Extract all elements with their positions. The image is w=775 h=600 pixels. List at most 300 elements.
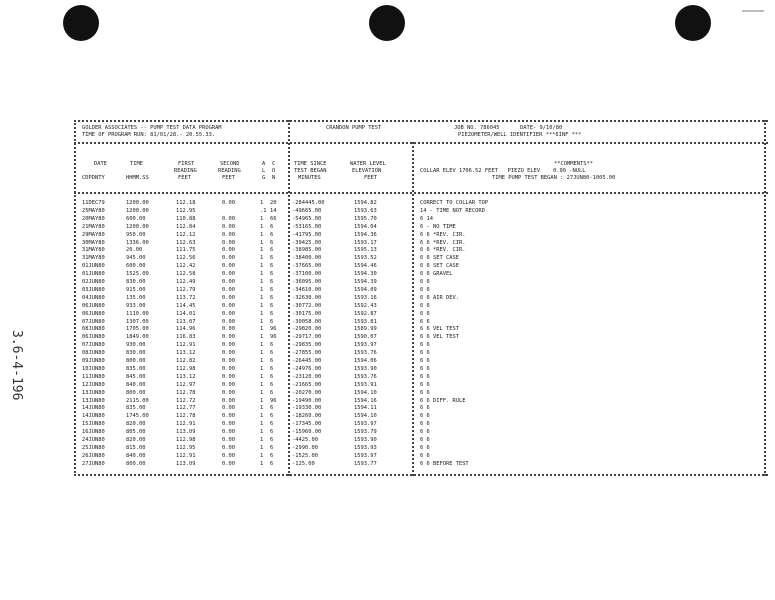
comment-cell: 6 6 <box>420 286 430 293</box>
comment-cell: 6 6 *REV. CIR. <box>420 239 466 246</box>
first-reading-cell: 112.79 <box>176 286 196 293</box>
a-cell: 1 <box>260 310 264 317</box>
table-row <box>74 319 768 327</box>
elevation-cell: 1593.97 <box>354 342 377 349</box>
first-reading-cell: 112.97 <box>176 381 196 388</box>
time-cell: 600.00 <box>126 215 146 222</box>
date-cell: 12JUN80 <box>82 381 105 388</box>
punch-hole-left <box>63 5 99 41</box>
time-cell: 1200.00 <box>126 223 149 230</box>
date-cell: 16JUN80 <box>82 429 105 436</box>
a-cell: 1 <box>260 334 264 341</box>
header-job-no: JOB NO. 786045 <box>454 125 500 131</box>
table-row <box>74 358 768 366</box>
date-cell: 30MAY80 <box>82 239 105 246</box>
time-cell: 1200.00 <box>126 200 149 206</box>
time-since-cell: -17345.00 <box>292 421 322 428</box>
rule-top <box>74 120 768 122</box>
second-reading-cell: 0.00 <box>222 231 235 238</box>
header-piezo-id: PIEZOMETER/WELL IDENTIFIER ***6INF *** <box>458 132 582 138</box>
elevation-cell: 1595.13 <box>354 247 377 254</box>
date-cell: 21MAY80 <box>82 223 105 230</box>
time-cell: 840.00 <box>126 452 146 459</box>
elevation-cell: 1590.07 <box>354 334 377 341</box>
elevation-cell: 1593.81 <box>354 318 377 325</box>
time-since-cell: -23120.00 <box>292 373 322 380</box>
a-cell: 1 <box>260 421 264 428</box>
date-cell: 04JUN80 <box>82 294 105 301</box>
date-cell: 10JUN80 <box>82 365 105 372</box>
date-cell: 20MAY80 <box>82 215 105 222</box>
comment-cell: 6 14 <box>420 215 433 222</box>
table-row <box>74 405 768 413</box>
date-cell: 14JUN80 <box>82 405 105 412</box>
elevation-cell: 1594.16 <box>354 397 377 404</box>
a-cell: 1 <box>260 460 264 467</box>
table-row <box>74 461 768 469</box>
time-cell: 600.00 <box>126 263 146 270</box>
time-since-cell: -125.00 <box>292 460 315 467</box>
time-cell: 830.00 <box>126 350 146 357</box>
header-test-name: CRANDON PUMP TEST <box>326 125 382 131</box>
table-row <box>74 287 768 295</box>
time-since-cell: -15960.00 <box>292 429 322 436</box>
comments-title: **COMMENTS** <box>554 161 593 167</box>
a-cell: 1 <box>260 302 264 309</box>
comment-cell: 6 6 <box>420 421 430 428</box>
rule-bottom <box>74 474 768 476</box>
comment-cell: 6 - NO TIME <box>420 223 456 230</box>
col-a-h2: L <box>262 168 266 174</box>
c-cell: 96 <box>270 334 277 341</box>
col-a-h1: A <box>262 161 266 167</box>
table-row <box>74 311 768 319</box>
a-cell: 1 <box>260 263 264 270</box>
header-run-time: TIME OF PROGRAM RUN: 81/01/28.- 20.55.33. <box>82 132 216 138</box>
time-since-cell: -284445.00 <box>292 200 325 206</box>
col-date-h1: DATE <box>94 161 107 167</box>
elevation-cell: 1594.06 <box>354 358 377 364</box>
table-row <box>74 429 768 437</box>
second-reading-cell: 0.00 <box>222 263 235 270</box>
elevation-cell: 1594.09 <box>354 286 377 293</box>
c-cell: 6 <box>270 310 274 317</box>
punch-hole-right <box>675 5 711 41</box>
comment-cell: 6 6 <box>420 437 430 443</box>
first-reading-cell: 112.84 <box>176 223 196 230</box>
col-elev-h3: FEET <box>364 175 377 181</box>
time-since-cell: -19490.00 <box>292 397 322 404</box>
table-row <box>74 232 768 240</box>
c-cell: 6 <box>270 223 274 230</box>
elevation-cell: 1593.97 <box>354 421 377 428</box>
time-since-cell: -21665.00 <box>292 381 322 388</box>
time-since-cell: -34610.00 <box>292 286 322 293</box>
page-side-label: 3.6-4-196 <box>9 330 24 401</box>
elevation-cell: 1593.17 <box>354 239 377 246</box>
table-row <box>74 200 768 208</box>
elevation-cell: 1594.46 <box>354 263 377 270</box>
a-cell: 1 <box>260 247 264 254</box>
elevation-cell: 1593.52 <box>354 255 377 262</box>
table-row <box>74 208 768 216</box>
second-reading-cell: 0.00 <box>222 326 235 333</box>
elevation-cell: 1593.79 <box>354 429 377 436</box>
c-cell: 6 <box>270 444 274 451</box>
c-cell: 6 <box>270 460 274 467</box>
time-since-cell: -39425.00 <box>292 239 322 246</box>
comment-cell: 6 6 <box>420 381 430 388</box>
c-cell: 6 <box>270 239 274 246</box>
second-reading-cell: 0.00 <box>222 460 235 467</box>
first-reading-cell: 112.91 <box>176 342 196 349</box>
comment-cell: 6 6 <box>420 389 430 396</box>
second-reading-cell: 0.00 <box>222 413 235 420</box>
time-since-cell: -36095.00 <box>292 279 322 285</box>
first-reading-cell: 112.63 <box>176 239 196 246</box>
col-a-h3: G <box>262 175 266 181</box>
time-since-cell: -37100.00 <box>292 271 322 278</box>
first-reading-cell: 112.95 <box>176 444 196 451</box>
first-reading-cell: 112.91 <box>176 452 196 459</box>
time-cell: 915.00 <box>126 286 146 293</box>
time-since-cell: -38400.00 <box>292 255 322 262</box>
table-row <box>74 326 768 334</box>
time-since-cell: -1525.00 <box>292 452 318 459</box>
elevation-cell: 1594.10 <box>354 389 377 396</box>
time-cell: 835.00 <box>126 405 146 412</box>
date-cell: 08JUN80 <box>82 350 105 357</box>
table-row <box>74 398 768 406</box>
rule-columns-bottom <box>74 192 768 194</box>
time-since-cell: -18260.00 <box>292 413 322 420</box>
time-since-cell: -29820.00 <box>292 326 322 333</box>
time-cell: 135.00 <box>126 294 146 301</box>
a-cell: 1 <box>260 397 264 404</box>
col-since-h1: TIME SINCE <box>294 161 327 167</box>
table-row <box>74 445 768 453</box>
date-cell: 02JUN80 <box>82 279 105 285</box>
time-since-cell: -20270.00 <box>292 389 322 396</box>
a-cell: 1 <box>260 405 264 412</box>
col-c-h1: C <box>272 161 276 167</box>
time-cell: 800.00 <box>126 389 146 396</box>
a-cell: 1 <box>260 279 264 285</box>
a-cell: 1 <box>260 223 264 230</box>
time-since-cell: -27855.00 <box>292 350 322 357</box>
time-since-cell: -26445.00 <box>292 358 322 364</box>
comment-cell: 6 6 <box>420 279 430 285</box>
date-cell: 15JUN80 <box>82 421 105 428</box>
a-cell: 1 <box>260 231 264 238</box>
date-cell: 08JUN80 <box>82 326 105 333</box>
comment-cell: 6 6 <box>420 302 430 309</box>
a-cell: 1 <box>260 429 264 436</box>
second-reading-cell: 0.00 <box>222 421 235 428</box>
date-cell: 01JUN80 <box>82 271 105 278</box>
a-cell: 1 <box>260 452 264 459</box>
table-row <box>74 255 768 263</box>
time-cell: 820.00 <box>126 421 146 428</box>
table-row <box>74 390 768 398</box>
second-reading-cell: 0.00 <box>222 302 235 309</box>
time-cell: 1336.00 <box>126 239 149 246</box>
date-cell: 25JUN80 <box>82 444 105 451</box>
table-row <box>74 437 768 445</box>
second-reading-cell: 0.00 <box>222 239 235 246</box>
first-reading-cell: 112.72 <box>176 397 196 404</box>
c-cell: 6 <box>270 263 274 270</box>
second-reading-cell: 0.00 <box>222 452 235 459</box>
time-since-cell: -29717.00 <box>292 334 322 341</box>
col-c-h2: O <box>272 168 276 174</box>
time-since-cell: -30058.00 <box>292 318 322 325</box>
date-cell: 06JUN80 <box>82 302 105 309</box>
comment-cell: 6 6 <box>420 405 430 412</box>
first-reading-cell: 113.12 <box>176 373 196 380</box>
comment-cell: 6 6 SET CASE <box>420 255 459 262</box>
date-cell: 01JUN80 <box>82 263 105 270</box>
second-reading-cell: 0.00 <box>222 429 235 436</box>
first-reading-cell: 113.07 <box>176 318 196 325</box>
second-reading-cell: 0.00 <box>222 350 235 357</box>
first-reading-cell: 112.95 <box>176 207 196 214</box>
second-reading-cell: 0.00 <box>222 373 235 380</box>
comment-cell: 6 6 *REV. CIR. <box>420 247 466 254</box>
a-cell: 1 <box>260 381 264 388</box>
elevation-cell: 1593.77 <box>354 460 377 467</box>
second-reading-cell: 0.00 <box>222 223 235 230</box>
table-row <box>74 216 768 224</box>
second-reading-cell: 0.00 <box>222 318 235 325</box>
table-row <box>74 453 768 461</box>
a-cell: 1 <box>260 358 264 364</box>
c-cell: 6 <box>270 271 274 278</box>
c-cell: 6 <box>270 231 274 238</box>
date-cell: 27JUN80 <box>82 460 105 467</box>
table-row <box>74 271 768 279</box>
elevation-cell: 1592.87 <box>354 310 377 317</box>
col-second-h3: FEET <box>222 175 235 181</box>
a-cell: 1 <box>260 444 264 451</box>
date-cell: 06JUN80 <box>82 334 105 341</box>
second-reading-cell: 0.00 <box>222 397 235 404</box>
c-cell: 6 <box>270 255 274 262</box>
c-cell: 6 <box>270 342 274 349</box>
comment-cell: 6 6 <box>420 342 430 349</box>
first-reading-cell: 112.78 <box>176 413 196 420</box>
a-cell: 1 <box>260 200 264 206</box>
punch-hole-center <box>369 5 405 41</box>
a-cell: 1 <box>260 286 264 293</box>
first-reading-cell: 114.45 <box>176 302 196 309</box>
elevation-cell: 1593.76 <box>354 350 377 357</box>
date-cell: 31MAY80 <box>82 247 105 254</box>
a-cell: 1 <box>260 215 264 222</box>
header-date: DATE- 9/10/80 <box>520 125 563 131</box>
comment-cell: 6 6 <box>420 452 430 459</box>
first-reading-cell: 113.12 <box>176 350 196 357</box>
time-cell: 1307.00 <box>126 318 149 325</box>
comment-cell: 6 6 GRAVEL <box>420 271 453 278</box>
second-reading-cell: 0.00 <box>222 405 235 412</box>
first-reading-cell: 110.88 <box>176 215 196 222</box>
date-cell: 07JUN80 <box>82 318 105 325</box>
first-reading-cell: 112.98 <box>176 437 196 443</box>
first-reading-cell: 116.83 <box>176 334 196 341</box>
first-reading-cell: 112.78 <box>176 389 196 396</box>
second-reading-cell: 0.00 <box>222 334 235 341</box>
pump-test-report <box>74 120 768 480</box>
time-since-cell: -38985.00 <box>292 247 322 254</box>
col-first-h1: FIRST <box>178 161 195 167</box>
c-cell: 6 <box>270 413 274 420</box>
table-row <box>74 382 768 390</box>
table-row <box>74 350 768 358</box>
first-reading-cell: 114.01 <box>176 310 196 317</box>
time-since-cell: -53165.00 <box>292 223 322 230</box>
time-since-cell: -24976.00 <box>292 365 322 372</box>
second-reading-cell: 0.00 <box>222 294 235 301</box>
time-since-cell: -54965.00 <box>292 215 322 222</box>
date-cell: 29MAY80 <box>82 231 105 238</box>
first-reading-cell: 112.77 <box>176 405 196 412</box>
a-cell: 1 <box>260 342 264 349</box>
table-row <box>74 295 768 303</box>
elevation-cell: 1592.43 <box>354 302 377 309</box>
elevation-cell: 1594.10 <box>354 413 377 420</box>
elevation-cell: 1593.93 <box>354 444 377 451</box>
col-first-h2: READING <box>174 168 197 174</box>
corner-mark <box>742 10 764 12</box>
second-reading-cell: 0.00 <box>222 279 235 285</box>
time-cell: 1705.00 <box>126 326 149 333</box>
table-row <box>74 421 768 429</box>
table-row <box>74 303 768 311</box>
time-cell: 1200.00 <box>126 207 149 214</box>
time-cell: 835.00 <box>126 365 146 372</box>
time-since-cell: -49665.00 <box>292 207 322 214</box>
date-cell: 13JUN80 <box>82 397 105 404</box>
a-cell: 1 <box>260 326 264 333</box>
c-cell: 6 <box>270 389 274 396</box>
col-second-h1: SECOND <box>220 161 240 167</box>
second-reading-cell: 0.00 <box>222 389 235 396</box>
table-row <box>74 374 768 382</box>
second-reading-cell: 0.00 <box>222 286 235 293</box>
c-cell: 6 <box>270 405 274 412</box>
first-reading-cell: 112.91 <box>176 421 196 428</box>
date-cell: 06JUN80 <box>82 310 105 317</box>
comment-cell: 6 6 SET CASE <box>420 263 459 270</box>
time-cell: 930.00 <box>126 342 146 349</box>
first-reading-cell: 113.72 <box>176 294 196 301</box>
elevation-cell: 1593.90 <box>354 437 377 443</box>
c-cell: 6 <box>270 350 274 357</box>
second-reading-cell: 0.00 <box>222 342 235 349</box>
time-since-cell: -37665.00 <box>292 263 322 270</box>
comment-cell: 6 6 AIR DEV. <box>420 294 459 301</box>
comment-cell: 6 6 BEFORE TEST <box>420 460 469 467</box>
time-cell: 820.00 <box>126 437 146 443</box>
collar-elev-line: COLLAR ELEV 1706.52 FEET PIEZO ELEV 0.00 -NULL <box>420 168 586 174</box>
comment-cell: 6 6 <box>420 373 430 380</box>
col-c-h3: N <box>272 175 276 181</box>
c-cell: 6 <box>270 279 274 285</box>
time-cell: 800.00 <box>126 358 146 364</box>
comment-cell: 6 6 <box>420 429 430 436</box>
pump-began-line: TIME PUMP TEST BEGAN : 27JUN80-1005.00 <box>492 175 616 181</box>
table-row <box>74 263 768 271</box>
date-cell: 03JUN80 <box>82 286 105 293</box>
date-cell: 11JUN80 <box>82 373 105 380</box>
a-cell: 1 <box>260 437 264 443</box>
first-reading-cell: 112.18 <box>176 200 196 206</box>
a-cell: 1 <box>260 389 264 396</box>
table-row <box>74 366 768 374</box>
a-cell: 1 <box>260 350 264 357</box>
elevation-cell: 1594.04 <box>354 223 377 230</box>
time-cell: 845.00 <box>126 373 146 380</box>
first-reading-cell: 113.09 <box>176 460 196 467</box>
first-reading-cell: 112.98 <box>176 365 196 372</box>
time-since-cell: -4425.00 <box>292 437 318 443</box>
date-cell: 24JUN80 <box>82 437 105 443</box>
date-cell: 14JUN80 <box>82 413 105 420</box>
a-cell: 1 <box>260 413 264 420</box>
second-reading-cell: 0.00 <box>222 247 235 254</box>
a-cell: .1 <box>260 207 267 214</box>
first-reading-cell: 113.09 <box>176 429 196 436</box>
second-reading-cell: 0.00 <box>222 365 235 372</box>
time-cell: 1849.00 <box>126 334 149 341</box>
c-cell: 6 <box>270 452 274 459</box>
c-cell: 6 <box>270 373 274 380</box>
c-cell: 6 <box>270 365 274 372</box>
table-row <box>74 342 768 350</box>
second-reading-cell: 0.00 <box>222 437 235 443</box>
second-reading-cell: 0.00 <box>222 200 235 206</box>
time-cell: 945.00 <box>126 255 146 262</box>
elevation-cell: 1593.91 <box>354 381 377 388</box>
time-since-cell: -30772.00 <box>292 302 322 309</box>
date-cell: 25MAY80 <box>82 207 105 214</box>
c-cell: 96 <box>270 326 277 333</box>
c-cell: 6 <box>270 381 274 388</box>
date-cell: 11DEC79 <box>82 200 105 206</box>
c-cell: 6 <box>270 429 274 436</box>
a-cell: 1 <box>260 365 264 372</box>
second-reading-cell: 0.00 <box>222 215 235 222</box>
col-since-h3: MINUTES <box>298 175 321 181</box>
time-since-cell: -29835.00 <box>292 342 322 349</box>
time-cell: 1110.00 <box>126 310 149 317</box>
c-cell: 6 <box>270 437 274 443</box>
col-time-h1: TIME <box>130 161 143 167</box>
elevation-cell: 1593.97 <box>354 452 377 459</box>
time-cell: 830.00 <box>126 279 146 285</box>
comment-cell: 6 6 <box>420 318 430 325</box>
c-cell: 6 <box>270 358 274 364</box>
comment-cell: 6 6 <box>420 444 430 451</box>
time-since-cell: -2990.00 <box>292 444 318 451</box>
elevation-cell: 1594.11 <box>354 405 377 412</box>
col-second-h2: READING <box>218 168 241 174</box>
a-cell: 1 <box>260 271 264 278</box>
comment-cell: 6 6 <box>420 358 430 364</box>
comment-cell: 14 - TIME NOT RECORD <box>420 207 485 214</box>
comment-cell: 6 6 <box>420 413 430 420</box>
